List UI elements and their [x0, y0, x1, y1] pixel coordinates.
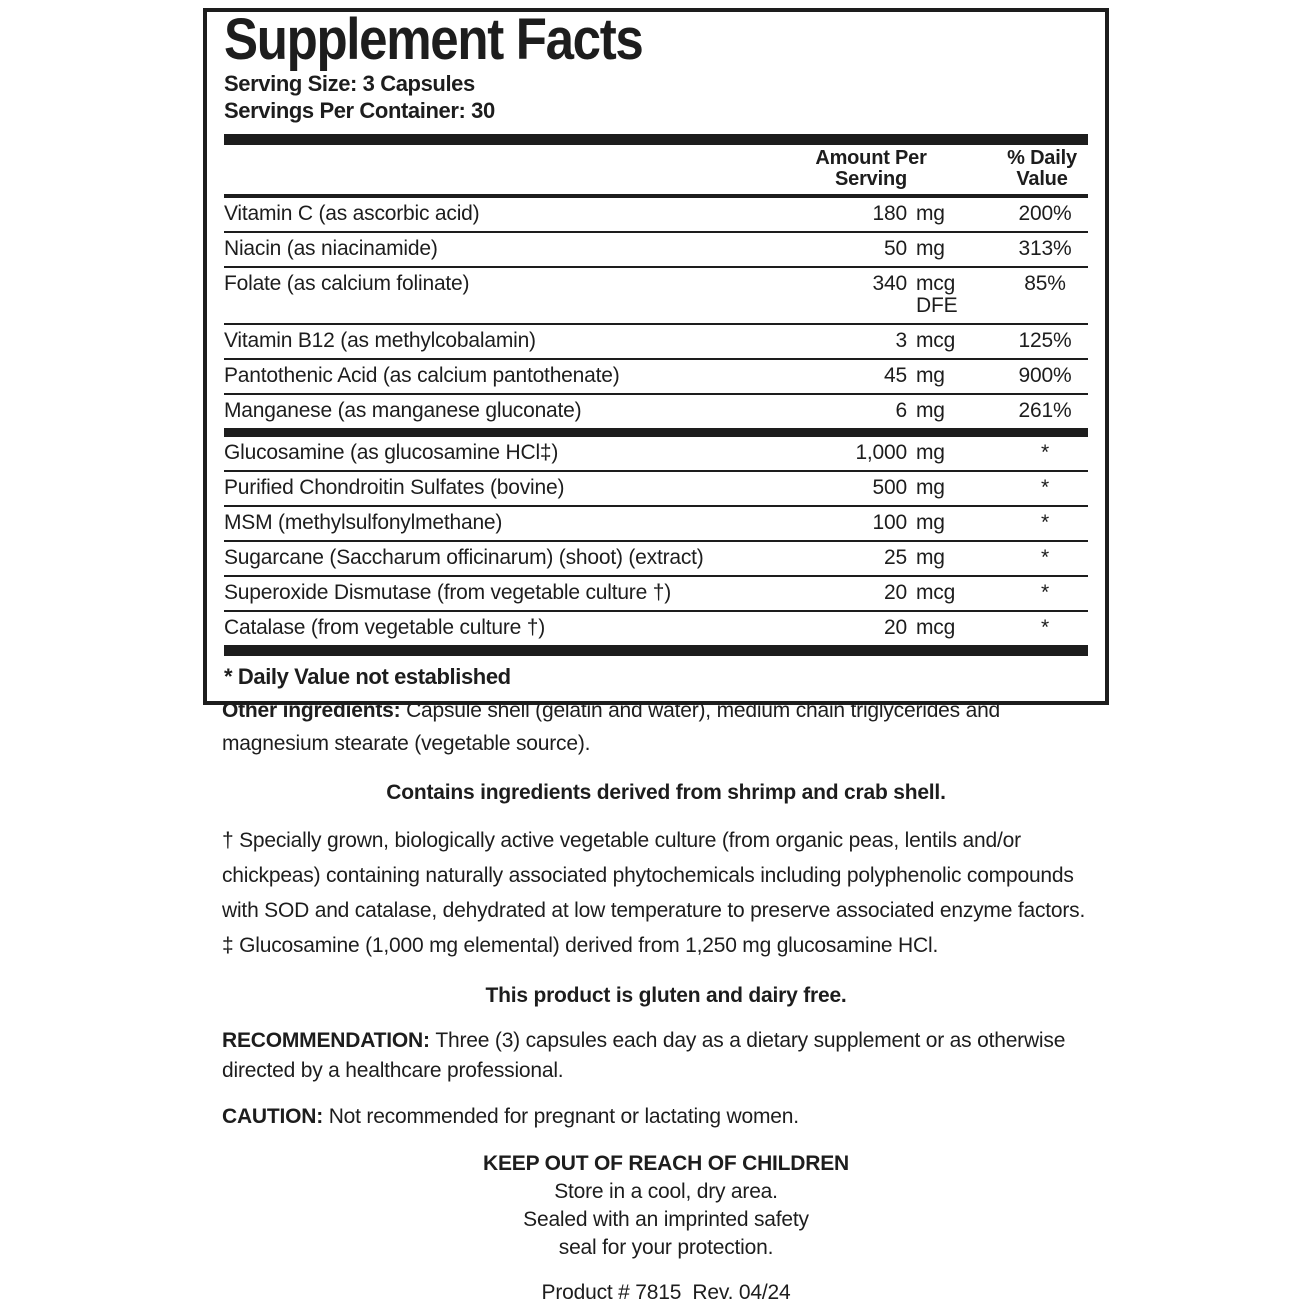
supplement-row	[224, 233, 1088, 268]
label-lower-text	[222, 694, 1110, 1308]
ingredient-daily-value: *	[1041, 546, 1049, 569]
supplement-row	[224, 507, 1088, 542]
column-header-row	[224, 145, 1088, 194]
serving-info	[224, 70, 1088, 124]
servings-per-container: Servings Per Container: 30	[224, 98, 495, 123]
serving-size: Serving Size: 3 Capsules	[224, 71, 475, 96]
column-header-amount-line2: Serving	[835, 168, 907, 190]
ingredient-daily-value: 125%	[1018, 329, 1072, 352]
ingredient-daily-value: 200%	[1018, 202, 1072, 225]
column-header-daily-value	[996, 148, 1088, 190]
supplement-row	[224, 395, 1088, 428]
thick-divider-top	[224, 134, 1088, 145]
column-header-dv-line1: % Daily	[1007, 147, 1077, 169]
ingredient-amount: 25 mg	[884, 546, 945, 569]
keep-out-warning: KEEP OUT OF REACH OF CHILDREN	[483, 1152, 849, 1175]
ingredient-amount: 20 mcg	[884, 616, 956, 639]
daily-value-footnote: * Daily Value not established	[224, 664, 511, 689]
thick-divider-middle	[224, 428, 1088, 437]
ingredient-name: Niacin (as niacinamide)	[224, 237, 438, 260]
ingredient-name: Glucosamine (as glucosamine HCl‡)	[224, 441, 559, 464]
blend-section	[224, 437, 1088, 645]
supplement-row	[224, 577, 1088, 612]
storage-line: Sealed with an imprinted safety	[523, 1208, 809, 1231]
supplement-row	[224, 437, 1088, 472]
ingredient-name: Vitamin C (as ascorbic acid)	[224, 202, 480, 225]
allergen-notice: Contains ingredients derived from shrimp and crab shell.	[386, 781, 946, 804]
ingredient-name: Purified Chondroitin Sulfates (bovine)	[224, 476, 565, 499]
storage-line: Store in a cool, dry area.	[554, 1180, 778, 1203]
ingredient-name: MSM (methylsulfonylmethane)	[224, 511, 503, 534]
supplement-row	[224, 360, 1088, 395]
ingredient-name: Sugarcane (Saccharum officinarum) (shoot) (extract)	[224, 546, 704, 569]
thick-divider-bottom	[224, 645, 1088, 656]
ingredient-amount: 20 mcg	[884, 581, 956, 604]
ingredient-amount: 500 mg	[872, 476, 945, 499]
supplement-row	[224, 542, 1088, 577]
ingredient-name: Folate (as calcium folinate)	[224, 272, 470, 295]
product-number: Product # 7815 Rev. 04/24	[541, 1281, 791, 1304]
ingredient-amount: 1,000 mg	[855, 441, 945, 464]
vitamins-section	[224, 198, 1088, 428]
recommendation-label: RECOMMENDATION:	[222, 1029, 436, 1052]
ingredient-amount: 6 mg	[895, 399, 945, 422]
ingredient-daily-value: *	[1041, 511, 1049, 534]
ingredient-name: Superoxide Dismutase (from vegetable culture †)	[224, 581, 671, 604]
panel-title: Supplement Facts	[224, 7, 643, 72]
supplement-row	[224, 612, 1088, 645]
ingredient-amount: 180 mg	[872, 202, 945, 225]
column-header-amount	[746, 148, 996, 190]
recommendation	[222, 1026, 1110, 1086]
other-ingredients-label: Other ingredients:	[222, 699, 407, 722]
ingredient-daily-value: 900%	[1018, 364, 1072, 387]
ingredient-daily-value: 85%	[1024, 272, 1066, 295]
ingredient-name: Manganese (as manganese gluconate)	[224, 399, 582, 422]
ingredient-name: Vitamin B12 (as methylcobalamin)	[224, 329, 536, 352]
ingredient-amount: 340 mcg DFE	[872, 272, 958, 317]
other-ingredients	[222, 694, 1110, 760]
storage-block	[222, 1150, 1110, 1262]
ingredient-name: Catalase (from vegetable culture †)	[224, 616, 545, 639]
ingredient-name: Pantothenic Acid (as calcium pantothenate)	[224, 364, 620, 387]
supplement-row	[224, 472, 1088, 507]
caution-label: CAUTION:	[222, 1105, 329, 1128]
ingredient-daily-value: *	[1041, 476, 1049, 499]
supplement-row	[224, 268, 1088, 325]
ingredient-amount: 3 mcg	[895, 329, 956, 352]
ingredient-daily-value: 313%	[1018, 237, 1072, 260]
double-dagger-footnote: ‡ Glucosamine (1,000 mg elemental) derived from 1,250 mg glucosamine HCl.	[222, 934, 939, 957]
gluten-dairy-free-statement: This product is gluten and dairy free.	[485, 984, 847, 1007]
supplement-facts-panel	[203, 8, 1109, 705]
ingredient-daily-value: *	[1041, 441, 1049, 464]
caution-text: Not recommended for pregnant or lactating women.	[328, 1105, 799, 1128]
recommendation-text: Three (3) capsules each day as a dietary supplement or as otherwise directed by a healthcare professional.	[222, 1029, 1066, 1082]
caution	[222, 1102, 1110, 1132]
supplement-row	[224, 198, 1088, 233]
storage-line: seal for your protection.	[558, 1236, 774, 1259]
ingredient-daily-value: 261%	[1018, 399, 1072, 422]
ingredient-amount: 100 mg	[872, 511, 945, 534]
ingredient-daily-value: *	[1041, 581, 1049, 604]
dagger-footnote: † Specially grown, biologically active vegetable culture (from organic peas, lentils and/or chickpeas) containing naturally associated phytochemicals including polyphenolic compounds with SOD and catalase, dehydrated at low temperature to preserve associated enzyme factors.	[222, 829, 1086, 922]
column-header-amount-line1: Amount Per	[815, 147, 927, 169]
column-header-dv-line2: Value	[1016, 168, 1068, 190]
other-ingredients-text: Capsule shell (gelatin and water), medium chain triglycerides and magnesium stearate (vegetable source).	[222, 699, 1001, 755]
supplement-row	[224, 325, 1088, 360]
ingredient-daily-value: *	[1041, 616, 1049, 639]
ingredient-amount: 45 mg	[884, 364, 945, 387]
ingredient-amount: 50 mg	[884, 237, 945, 260]
